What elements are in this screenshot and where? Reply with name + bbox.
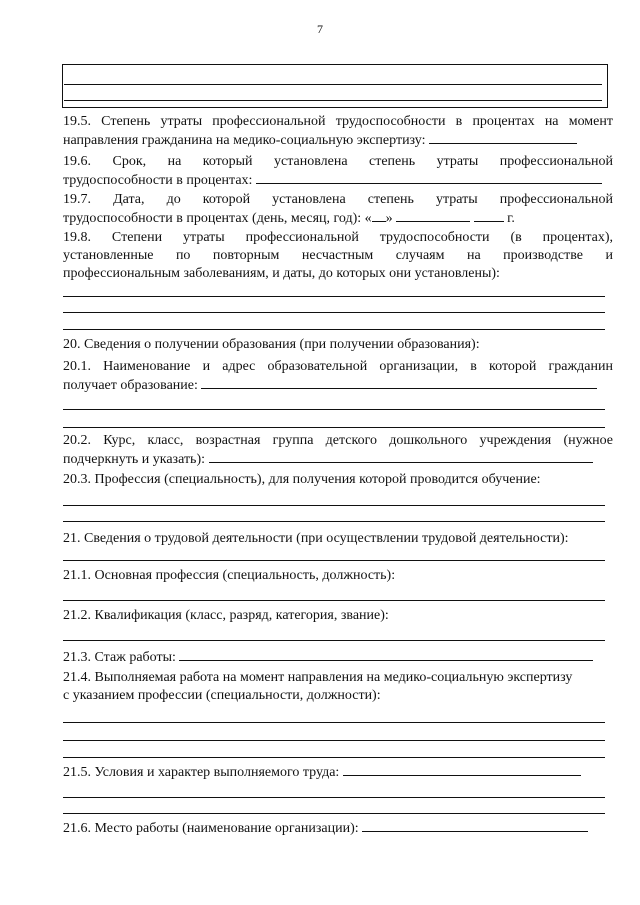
item-19-8-fill-line[interactable] [63,329,605,330]
section-21-heading: 21. Сведения о трудовой деятельности (при осуществлении трудовой деятельности): [63,531,569,546]
item-19-6-line2 [63,171,602,190]
box-fill-line [64,100,602,101]
item-21-3-line [63,648,593,667]
month-blank[interactable] [396,209,470,222]
item-20-1-fill-line[interactable] [63,427,605,428]
item-19-8-fill-line[interactable] [63,296,605,297]
item-21-4-fill-line[interactable] [63,740,605,741]
item-19-7-line1: 19.7. Дата, до которой установлена степень утраты профессиональной [63,192,613,207]
item-21-1-label: 21.1. Основная профессия (специальность, должность): [63,568,396,583]
item-21-4-fill-line[interactable] [63,722,605,723]
item-20-2-label: подчеркнуть и указать): [63,452,205,467]
item-19-5-line2 [63,131,577,150]
item-21-6-line [63,819,588,838]
item-21-5-fill-line[interactable] [63,813,605,814]
item-20-2-blank[interactable] [209,450,593,463]
item-21-5-blank[interactable] [343,763,581,776]
item-21-2-label: 21.2. Квалификация (класс, разряд, категория, звание): [63,608,389,623]
item-19-7-label: трудоспособности в процентах (день, месяц, год): « [63,211,372,226]
item-19-8-line2: установленные по повторным несчастным случаям на производстве и [63,248,613,263]
item-21-5-line [63,763,581,782]
item-21-5-label: 21.5. Условия и характер выполняемого труда: [63,765,340,780]
item-20-2-line1: 20.2. Курс, класс, возрастная группа детского дошкольного учреждения (нужное [63,433,613,448]
item-20-2-line2 [63,450,593,469]
item-19-7-line2 [63,209,515,228]
quote-close: » [385,211,393,226]
item-20-1-line2 [63,376,597,395]
item-19-6-label: трудоспособности в процентах: [63,173,253,188]
item-19-6-blank[interactable] [256,171,602,184]
year-blank[interactable] [474,209,504,222]
item-19-8-line1: 19.8. Степени утраты профессиональной трудоспособности (в процентах), [63,230,613,245]
item-20-1-blank[interactable] [201,376,597,389]
item-21-1-fill-line[interactable] [63,600,605,601]
item-19-5-line1: 19.5. Степень утраты профессиональной трудоспособности в процентах на момент [63,114,613,129]
item-20-3-label: 20.3. Профессия (специальность), для получения которой проводится обучение: [63,472,541,487]
day-blank[interactable] [372,209,386,222]
item-19-6-line1: 19.6. Срок, на который установлена степень утраты профессиональной [63,154,613,169]
item-19-5-label: направления гражданина на медико-социальную экспертизу: [63,133,426,148]
item-21-5-fill-line[interactable] [63,797,605,798]
item-19-5-blank[interactable] [429,131,577,144]
item-20-3-fill-line[interactable] [63,505,605,506]
item-19-8-fill-line[interactable] [63,312,605,313]
year-suffix: г. [507,211,515,226]
box-fill-line [64,84,602,85]
item-21-4-line2: с указанием профессии (специальности, должности): [63,688,381,703]
item-21-2-fill-line[interactable] [63,640,605,641]
item-20-3-fill-line[interactable] [63,521,605,522]
item-19-8-line3: профессиональным заболеваниям, и даты, до которых они установлены): [63,266,500,281]
page-number: 7 [317,22,323,36]
item-21-6-blank[interactable] [362,819,588,832]
previous-section-continuation-box [62,64,608,108]
item-20-1-label: получает образование: [63,378,198,393]
item-21-3-blank[interactable] [179,648,593,661]
item-21-4-fill-line[interactable] [63,757,605,758]
item-21-6-label: 21.6. Место работы (наименование организации): [63,821,359,836]
item-20-1-fill-line[interactable] [63,409,605,410]
section-20-heading: 20. Сведения о получении образования (при получении образования): [63,337,480,352]
item-20-1-line1: 20.1. Наименование и адрес образовательной организации, в которой гражданин [63,359,613,374]
item-21-3-label: 21.3. Стаж работы: [63,650,176,665]
section-21-fill-line[interactable] [63,560,605,561]
item-21-4-line1: 21.4. Выполняемая работа на момент направления на медико-социальную экспертизу [63,670,573,685]
